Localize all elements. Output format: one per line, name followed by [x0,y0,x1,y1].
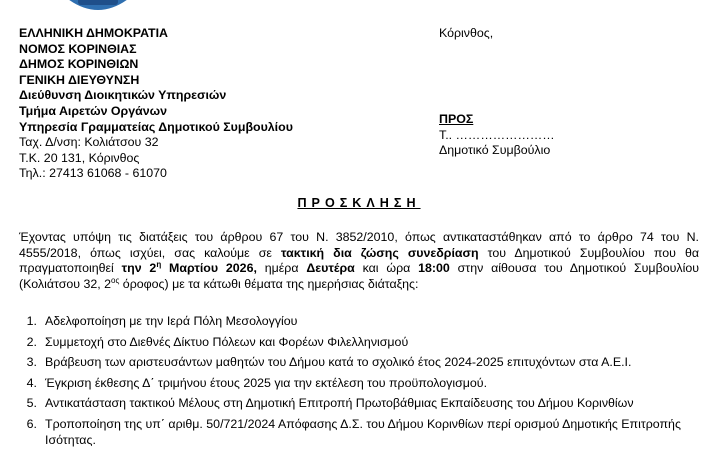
agenda-text: Έγκριση έκθεσης Δ΄ τριμήνου έτους 2025 για την εκτέλεση του προϋπολογισμού. [45,375,488,390]
agenda-item [19,335,709,351]
phone-line: Τηλ.: 27413 61068 - 61070 [19,166,167,181]
service-line: Υπηρεσία Γραμματείας Δημοτικού Συμβουλίου [19,119,293,134]
body-text-5: στην αίθουσα του Δημοτικού Συμβουλίου (Κολιάτσου 32, 2 [19,261,699,291]
agenda-text: Βράβευση των αριστευσάντων μαθητών του Δήμου κατά το σχολικό έτος 2024-2025 επιτυχόντων στα Α.Ε.Ι. [45,355,632,370]
date-suffix: η [156,259,162,269]
body-text-4: και ώρα [354,261,419,275]
body-text-2: του Δημοτικού Συμβουλίου που θα πραγματοποιηθεί [19,245,699,275]
body-text-3: ημέρα [256,261,307,275]
agenda-item [19,376,709,392]
agenda-text: Συμμετοχή στο Διεθνές Δίκτυο Πόλεων και Φορέων Φιλελληνισμού [45,334,409,349]
agenda-item [19,417,709,448]
meeting-date-month: Μαρτίου 2026, [161,261,257,275]
recipient-block [439,112,555,159]
prefecture-line: ΝΟΜΟΣ ΚΟΡΙΝΘΙΑΣ [19,41,137,56]
agenda-item [19,355,709,371]
agenda-item [19,314,709,330]
agenda-number: 6. [26,416,37,431]
agenda-text: Αδελφοποίηση με την Ιερά Πόλη Μεσολογγίου [45,314,298,328]
meeting-date-day: την 2 [121,261,157,275]
directorate-line: ΓΕΝΙΚΗ ΔΙΕΥΘΥΝΣΗ [19,72,140,87]
meeting-time: 18:00 [418,261,450,275]
postcode-line: Τ.Κ. 20 131, Κόρινθος [19,150,140,165]
country-line: ΕΛΛΗΝΙΚΗ ΔΗΜΟΚΡΑΤΙΑ [19,26,168,40]
agenda-number: 4. [26,375,37,390]
agenda-number: 5. [26,396,37,411]
agenda-number: 1. [26,314,37,328]
invitation-body [19,230,699,292]
recipient-council: Δημοτικό Συμβούλιο [439,143,551,158]
department-line: Τμήμα Αιρετών Οργάνων [19,103,167,118]
body-text-1: Έχοντας υπόψη τις διατάξεις του άρθρου 67 του Ν. 3852/2010, όπως αντικαταστάθηκαν από το άρθρο 74 του Ν. 4555/2018, όπως ισχύει, σας καλούμε σε [19,230,699,260]
document-title: ΠΡΟΣΚΛΗΣΗ [297,196,421,210]
recipient-heading: ΠΡΟΣ [439,112,474,126]
meeting-type: τακτική δια ζώσης συνεδρίαση [280,245,479,260]
municipality-logo [60,0,136,10]
recipient-line: Τ.. …………………… [439,127,555,142]
division-line: Διεύθυνση Διοικητικών Υπηρεσιών [19,88,227,103]
floor-suffix: ος [111,275,120,285]
agenda-list [19,314,709,453]
agenda-text: Αντικατάσταση τακτικού Μέλους στη Δημοτική Επιτροπή Πρωτοβάθμιας Εκπαίδευσης του Δήμου Κορινθίων [45,396,634,411]
meeting-weekday: Δευτέρα [306,261,355,275]
place-date: Κόρινθος, [439,26,494,40]
agenda-number: 2. [26,334,37,349]
agenda-number: 3. [26,355,37,370]
body-text-6: όροφος) με τα κάτωθι θέματα της ημερήσιας διάταξης: [119,276,419,291]
agenda-text: Τροποποίηση της υπ΄ αριθμ. 50/721/2024 Απόφασης Δ.Σ. του Δήμου Κορινθίων περί ορισμού Δημοτικής Επιτροπής Ισότητας. [45,416,681,447]
agenda-item [19,396,709,412]
address-line: Ταχ. Δ/νση: Κολιάτσου 32 [19,135,159,150]
sender-header [19,26,293,182]
meeting-date [122,261,257,275]
municipality-line: ΔΗΜΟΣ ΚΟΡΙΝΘΙΩΝ [19,57,139,72]
